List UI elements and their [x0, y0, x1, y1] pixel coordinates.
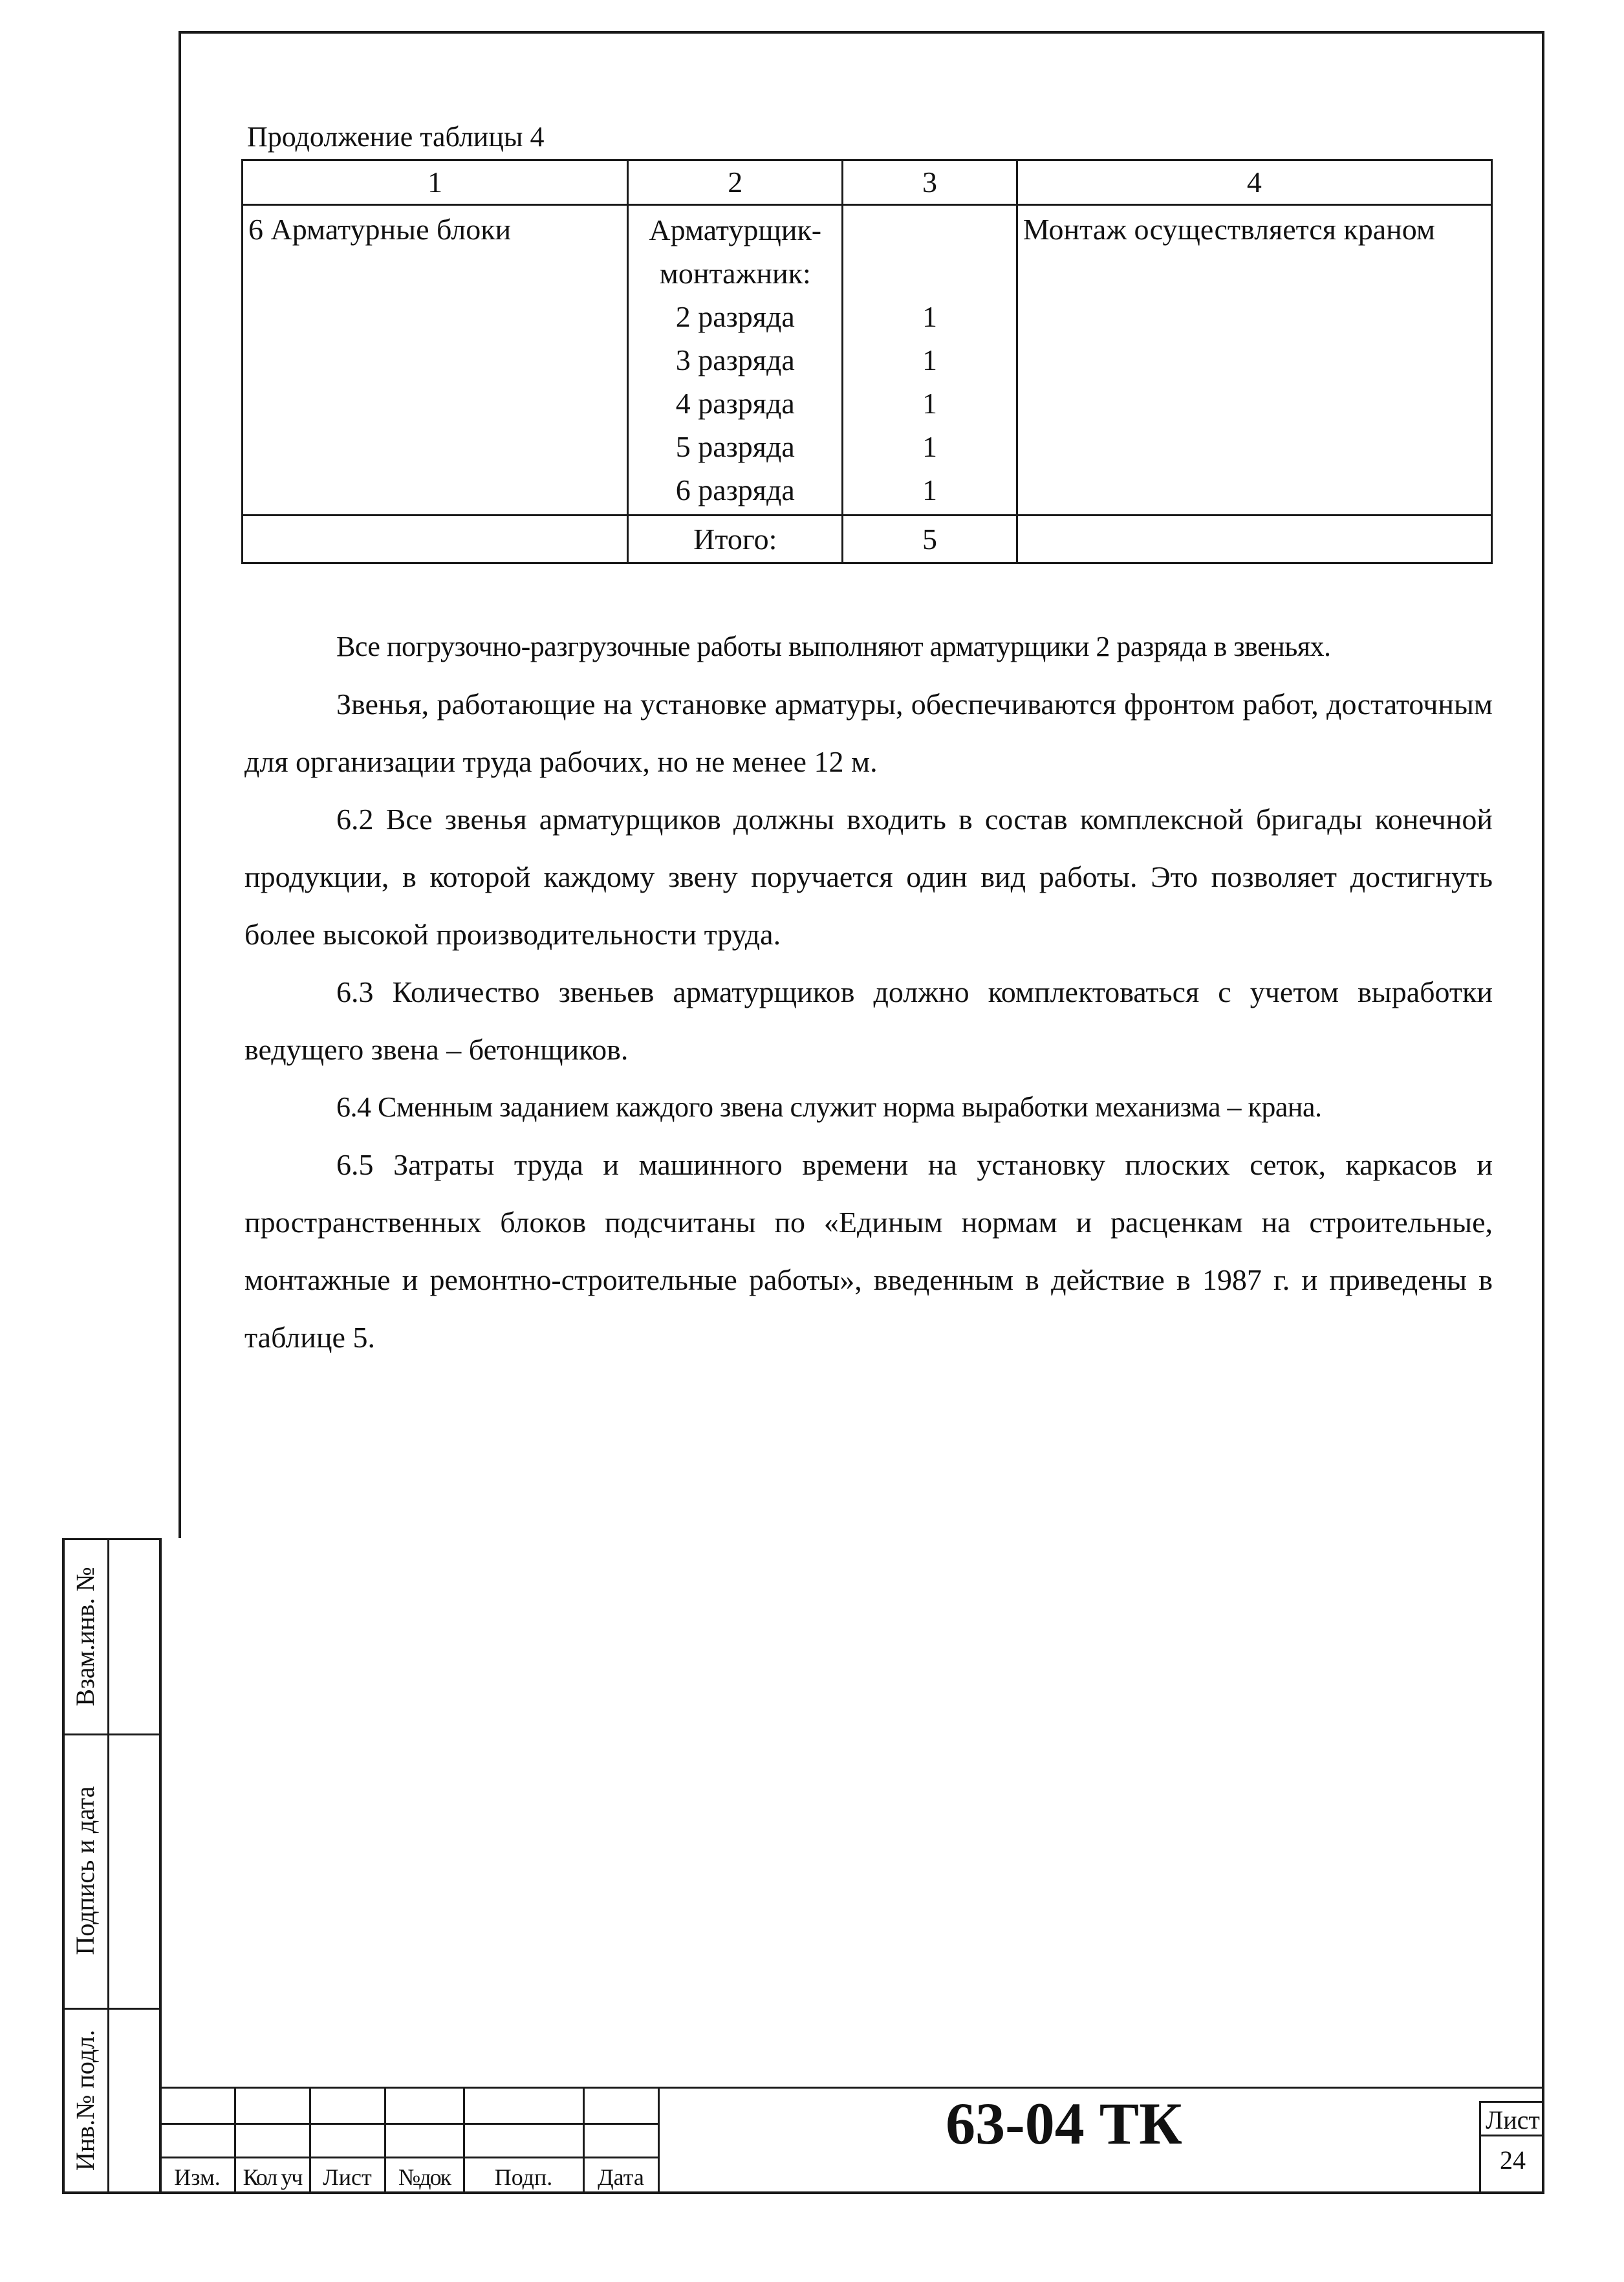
table-cell-grade: 3 разряда [675, 343, 795, 376]
stamp-inv-label: Инв.№ подл. [70, 2030, 100, 2171]
table-cell-note: Монтаж осуществляется краном [1023, 213, 1435, 246]
stamp-side-outer-left [62, 1538, 65, 2193]
stamp-label-data: Дата [598, 2164, 644, 2190]
paragraph: 6.3 Количество звеньев арматурщиков должно комплектоваться с учетом выработки ведущего звена – бетонщиков. [244, 975, 1493, 1066]
table-cell-grade: 5 разряда [675, 430, 795, 463]
stamp-vzam-label: Взам.инв. № [70, 1567, 100, 1706]
frame-left-lower [159, 1538, 162, 2193]
table-cell-profession: Арматурщик- [649, 213, 822, 246]
title-block-top [159, 2087, 1544, 2089]
body-text [244, 618, 1493, 1366]
stamp-podpis-label: Подпись и дата [70, 1786, 100, 1955]
table-cell-work-type: 6 Арматурные блоки [248, 213, 512, 246]
sheet-label: Лист [1486, 2105, 1540, 2135]
sheet-number: 24 [1500, 2146, 1526, 2175]
table-cell-grade: 4 разряда [675, 387, 795, 420]
stamp-side-divider [107, 1538, 109, 2193]
table-header-cell: 3 [843, 160, 1017, 205]
table-cell-count [843, 208, 1015, 252]
paragraph: Звенья, работающие на установке арматуры, обеспечиваются фронтом работ, достаточным для организации труда рабочих, но не менее 12 м. [244, 688, 1493, 778]
stamp-label-ndok: №док [398, 2164, 451, 2190]
table-caption: Продолжение таблицы 4 [247, 121, 545, 153]
title-block-sheet-top [1479, 2101, 1544, 2103]
table-header-cell: 4 [1017, 160, 1491, 205]
paragraph: 6.2 Все звенья арматурщиков должны входить в состав комплексной бригады конечной продукции, в которой каждому звену поручается один вид работы. Это позволяет достигнуть более высокой производительности труда. [244, 803, 1493, 951]
table-total-label: Итого: [628, 516, 843, 563]
frame-right [1542, 31, 1544, 2193]
frame-bottom [62, 2191, 1544, 2194]
table-cell-grade: 2 разряда [675, 300, 795, 333]
table-header-row [243, 160, 1492, 205]
stamp-label-kol-uch: Кол уч [243, 2164, 302, 2190]
paragraph: Все погрузочно-разгрузочные работы выполняют арматурщики 2 разряда в звеньях. [336, 631, 1331, 662]
stamp-label-izm: Изм. [174, 2164, 221, 2190]
stamp-label-podp: Подп. [494, 2164, 553, 2190]
table-header-cell: 1 [243, 160, 628, 205]
paragraph: 6.5 Затраты труда и машинного времени на установку плоских сеток, каркасов и пространственных блоков подсчитаны по «Единым нормам и расценкам на строительные, монтажные и ремонтно-строительные работы», введенным в действие в 1987 г. и приведены в таблице 5. [244, 1148, 1493, 1354]
table-cell-count [843, 252, 1015, 295]
table-cell-count: 1 [922, 343, 938, 376]
table-4-continuation [241, 159, 1493, 564]
document-code: 63-04 ТК [946, 2091, 1182, 2157]
stamp-label-list: Лист [323, 2164, 372, 2190]
table-cell-profession: монтажник: [659, 257, 811, 290]
table-cell-count: 1 [922, 387, 938, 420]
stamp-side-sep1 [62, 1733, 162, 1735]
table-total-value: 5 [843, 516, 1017, 563]
frame-top [179, 31, 1544, 34]
table-cell-count: 1 [922, 473, 938, 506]
table-row [243, 205, 1492, 516]
table-cell-count: 1 [922, 430, 938, 463]
table-total-row [243, 516, 1492, 563]
table-header-cell: 2 [628, 160, 843, 205]
table-cell-grade: 6 разряда [675, 473, 795, 506]
frame-left [179, 31, 181, 1538]
paragraph: 6.4 Сменным заданием каждого звена служит норма выработки механизма – крана. [336, 1091, 1322, 1123]
table-cell-count: 1 [922, 300, 938, 333]
